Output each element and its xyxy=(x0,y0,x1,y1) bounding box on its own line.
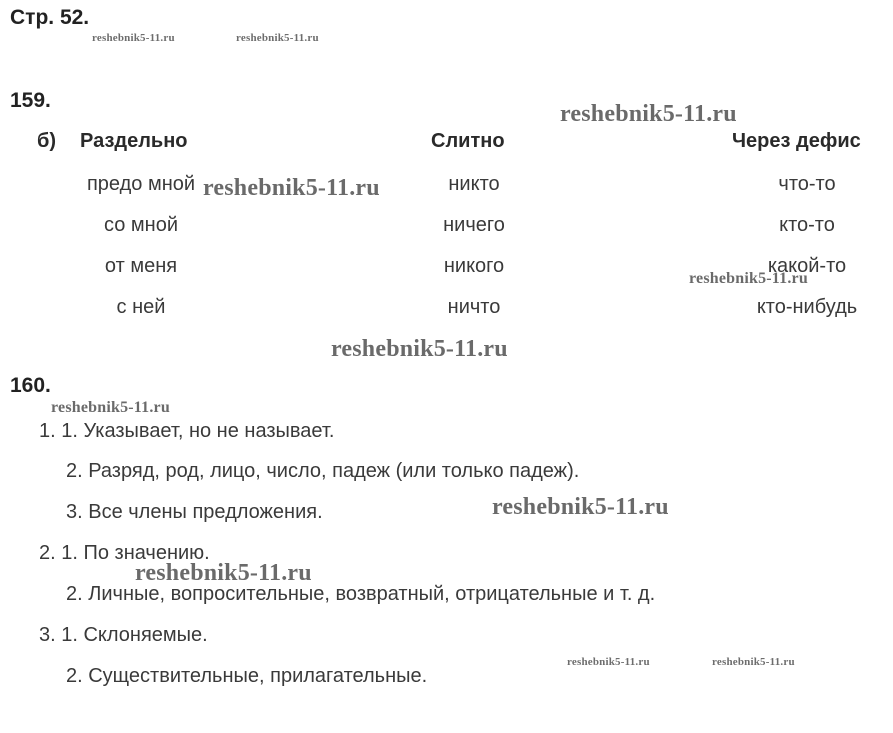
list-item: что-то xyxy=(778,173,836,195)
list-item: кто-то xyxy=(779,214,835,236)
watermark: reshebnik5-11.ru xyxy=(331,336,508,362)
watermark: reshebnik5-11.ru xyxy=(689,270,808,287)
watermark: reshebnik5-11.ru xyxy=(203,175,380,201)
answer-line: 3. Все члены предложения. xyxy=(66,501,323,523)
watermark: reshebnik5-11.ru xyxy=(51,399,170,416)
page-title: Стр. 52. xyxy=(10,6,90,29)
list-item: ничего xyxy=(443,214,505,236)
watermark: reshebnik5-11.ru xyxy=(92,32,175,44)
list-item: ничто xyxy=(447,296,501,318)
exercise-159-number: 159. xyxy=(10,89,51,112)
answer-line: 2. Разряд, род, лицо, число, падеж (или только падеж). xyxy=(66,460,580,482)
answer-line: 2. Личные, вопросительные, возвратный, отрицательные и т. д. xyxy=(66,583,656,605)
list-item: никто xyxy=(448,173,500,195)
column-header-separate: Раздельно xyxy=(80,130,188,152)
column-header-hyphen: Через дефис xyxy=(732,130,861,152)
column-header-merged: Слитно xyxy=(431,130,505,152)
part-label-b: б) xyxy=(37,130,57,152)
list-item: от меня xyxy=(104,255,178,277)
watermark: reshebnik5-11.ru xyxy=(135,560,312,586)
exercise-160-number: 160. xyxy=(10,374,51,397)
answer-line: 1. 1. Указывает, но не называет. xyxy=(39,420,335,442)
watermark: reshebnik5-11.ru xyxy=(492,494,669,520)
list-item: со мной xyxy=(104,214,178,236)
list-item: какой-то xyxy=(767,255,847,277)
answer-line: 3. 1. Склоняемые. xyxy=(39,624,208,646)
watermark: reshebnik5-11.ru xyxy=(236,32,319,44)
watermark: reshebnik5-11.ru xyxy=(567,656,650,668)
list-item: кто-нибудь xyxy=(756,296,858,318)
watermark: reshebnik5-11.ru xyxy=(560,101,737,127)
answer-line: 2. Существительные, прилагательные. xyxy=(66,665,428,687)
list-item: предо мной xyxy=(86,173,196,195)
list-item: с ней xyxy=(116,296,166,318)
watermark: reshebnik5-11.ru xyxy=(712,656,795,668)
answer-line: 2. 1. По значению. xyxy=(39,542,210,564)
list-item: никого xyxy=(443,255,505,277)
